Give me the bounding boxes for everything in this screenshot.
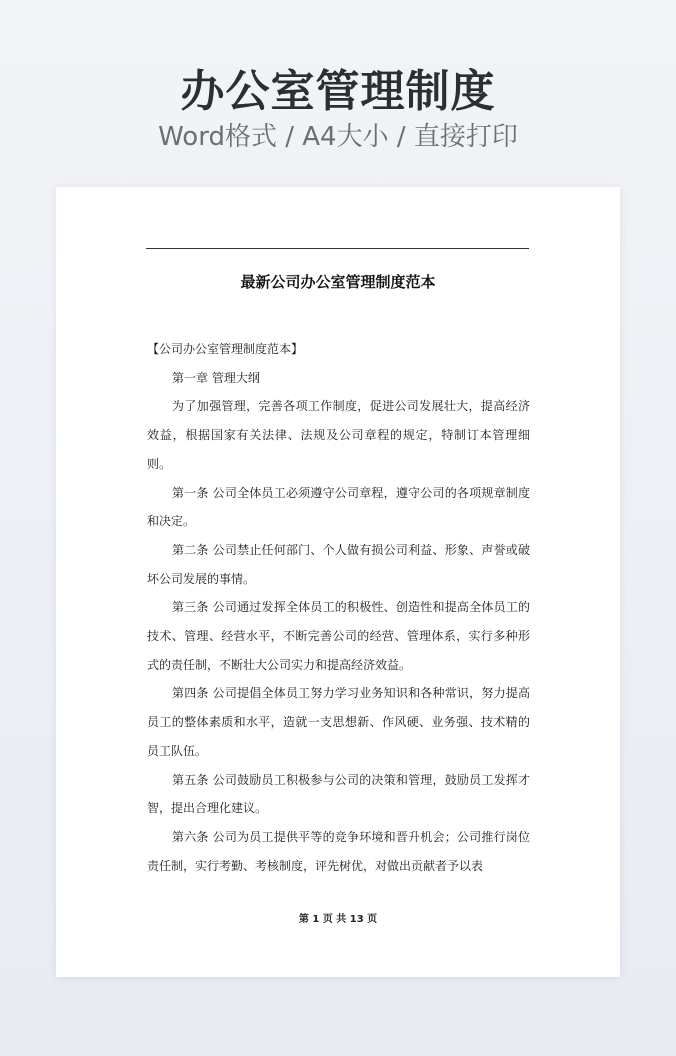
document-page <box>56 187 620 977</box>
section-label: 【公司办公室管理制度范本】 <box>147 342 304 356</box>
document-body <box>147 335 530 880</box>
paragraph-article-2: 第二条 公司禁止任何部门、个人做有损公司利益、形象、声誉或破坏公司发展的事情。 <box>147 542 530 586</box>
chapter-heading: 第一章 管理大纲 <box>172 370 260 385</box>
paragraph-article-3: 第三条 公司通过发挥全体员工的积极性、创造性和提高全体员工的技术、管理、经营水平，不断完善公司的经营、管理体系，实行多种形式的责任制，不断壮大公司实力和提高经济效益。 <box>147 600 530 672</box>
banner-subtitle: Word格式 / A4大小 / 直接打印 <box>158 122 518 152</box>
paragraph-article-6: 第六条 公司为员工提供平等的竞争环境和晋升机会；公司推行岗位责任制，实行考勤、考核制度，评先树优，对做出贡献者予以表 <box>147 829 530 873</box>
document-title: 最新公司办公室管理制度范本 <box>240 273 436 291</box>
header-rule <box>146 248 529 249</box>
paragraph-article-5: 第五条 公司鼓励员工积极参与公司的决策和管理，鼓励员工发挥才智，提出合理化建议。 <box>147 772 530 816</box>
page-number-footer: 第 1 页 共 13 页 <box>298 914 378 925</box>
paragraph-intro: 为了加强管理，完善各项工作制度，促进公司发展壮大，提高经济效益，根据国家有关法律、法规及公司章程的规定，特制订本管理细则。 <box>147 399 530 471</box>
paragraph-article-4: 第四条 公司提倡全体员工努力学习业务知识和各种常识，努力提高员工的整体素质和水平，造就一支思想新、作风硬、业务强、技术精的员工队伍。 <box>147 686 530 758</box>
paragraph-article-1: 第一条 公司全体员工必须遵守公司章程，遵守公司的各项规章制度和决定。 <box>147 485 530 529</box>
banner-title: 办公室管理制度 <box>180 66 496 117</box>
